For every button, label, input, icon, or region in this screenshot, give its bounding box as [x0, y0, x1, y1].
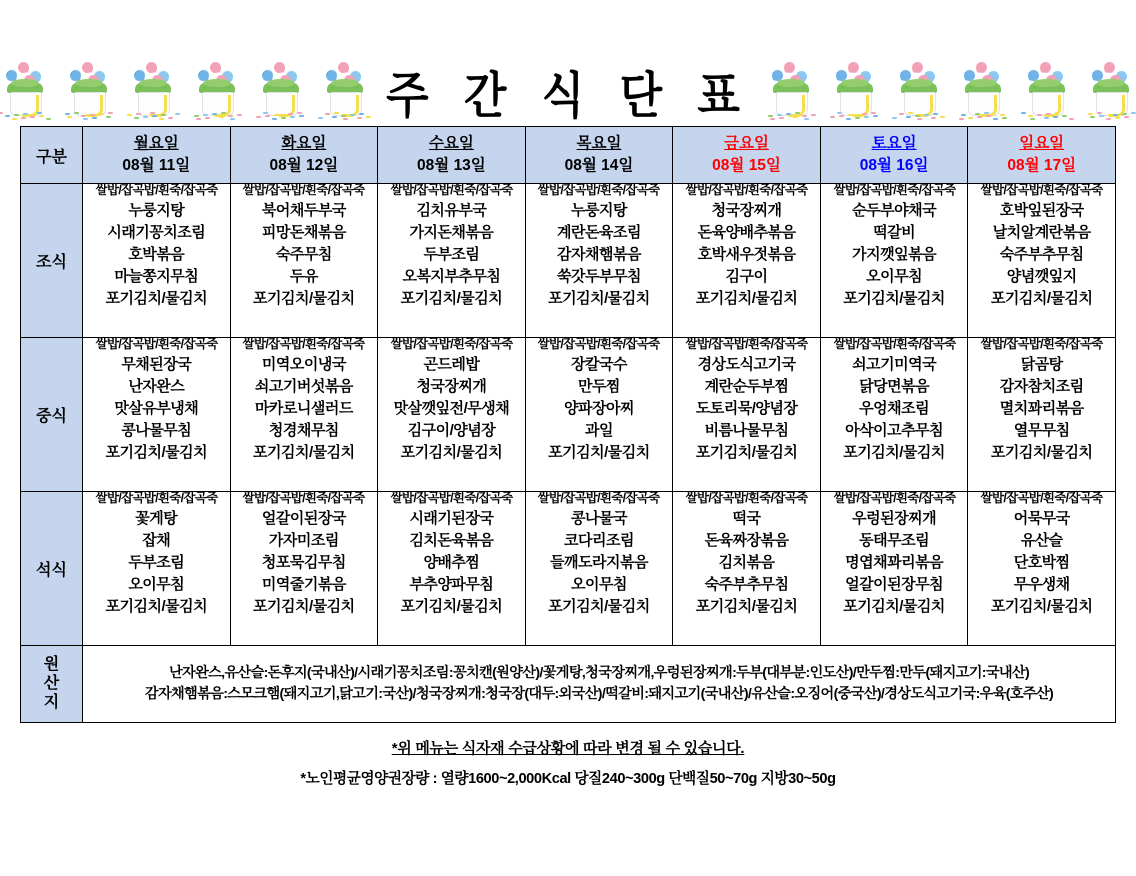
note-menu-change: *위 메뉴는 식자재 수급상황에 따라 변경 될 수 있습니다.	[391, 740, 745, 757]
dish-item: 돈육짜장볶음	[704, 531, 789, 549]
meal-cell	[968, 492, 1116, 646]
day-header-1	[83, 127, 231, 184]
dish-item: 포기김치/물김치	[253, 443, 355, 461]
table-body	[21, 184, 1116, 723]
dish-item: 우렁된장찌개	[852, 509, 937, 527]
meal-cell	[83, 338, 231, 492]
meal-label-3: 석식	[21, 492, 83, 646]
dish-item: 포기김치/물김치	[548, 289, 650, 307]
dish-item: 숙주무침	[275, 245, 332, 263]
origin-line: 감자채햄볶음:스모크햄(돼지고기,닭고기:국산)/청국장찌개:청국장(대두:외국산)/떡갈비:돼지고기(국내산)/유산슬:오징어(중국산)/경상도식고기국:우육(호주산)	[144, 686, 1054, 702]
dish-item: 두부조림	[423, 245, 480, 263]
dish-item: 포기김치/물김치	[105, 289, 208, 307]
dish-item: 열무무침	[1013, 421, 1070, 439]
meal-label-2: 중식	[21, 338, 83, 492]
dish-item: 청포묵김무침	[261, 553, 346, 571]
dish-item: 북어채두부국	[261, 201, 346, 219]
flower-pot-icon	[66, 62, 112, 120]
day-date: 08월 16일	[859, 156, 929, 174]
meal-cell	[378, 492, 526, 646]
dish-item: 명엽채꽈리볶음	[845, 553, 944, 571]
flower-pot-icon	[130, 62, 176, 120]
day-name: 금요일	[724, 135, 769, 153]
meal-row	[21, 492, 1116, 646]
header-row	[21, 127, 1116, 184]
day-name: 월요일	[133, 135, 179, 153]
flower-pot-icon	[1088, 62, 1134, 120]
dish-item: 도토리묵/양념장	[695, 399, 798, 417]
meal-cell	[378, 184, 526, 338]
day-date: 08월 13일	[417, 156, 486, 174]
dish-item: 쑥갓두부무침	[557, 267, 641, 285]
rice-options: 쌀밥/잡곡밥/흰죽/잡곡죽	[833, 491, 956, 505]
dish-item: 두유	[289, 267, 318, 285]
dish-item: 얼갈이된장국	[261, 509, 346, 527]
dish-item: 콩나물무침	[121, 421, 192, 439]
table-header	[21, 127, 1116, 184]
dish-item: 포기김치/물김치	[843, 289, 945, 307]
dish-item: 오이무침	[128, 575, 185, 593]
dish-item: 과일	[584, 421, 613, 439]
dish-item: 마카로니샐러드	[254, 399, 353, 417]
dish-item: 감자참치조림	[999, 377, 1084, 395]
origin-body	[83, 646, 1116, 723]
dish-item: 콩나물국	[571, 509, 627, 527]
dish-item: 누룽지탕	[128, 201, 185, 219]
dish-item: 호박잎된장국	[999, 201, 1084, 219]
dish-item: 어묵무국	[1013, 509, 1070, 527]
dish-item: 김치유부국	[416, 201, 487, 219]
rice-options: 쌀밥/잡곡밥/흰죽/잡곡죽	[538, 183, 660, 197]
dish-item: 포기김치/물김치	[253, 597, 355, 615]
dish-item: 김치볶음	[718, 553, 775, 571]
dish-item: 멸치꽈리볶음	[999, 399, 1084, 417]
day-header-4	[525, 127, 673, 184]
weekly-meal-plan-page	[0, 60, 1136, 876]
dish-item: 두부조림	[128, 553, 185, 571]
dish-item: 떡갈비	[873, 223, 916, 241]
dish-item: 동태무조림	[859, 531, 930, 549]
flower-pot-group-right	[768, 62, 1134, 120]
dish-item: 시래기된장국	[409, 509, 494, 527]
meal-cell	[83, 184, 231, 338]
dish-item: 포기김치/물김치	[990, 597, 1093, 615]
meal-cell	[673, 184, 821, 338]
dish-item: 포기김치/물김치	[105, 443, 208, 461]
meal-row	[21, 338, 1116, 492]
dish-item: 숙주부추무침	[999, 245, 1084, 263]
dish-item: 얼갈이된장무침	[845, 575, 944, 593]
flower-pot-icon	[896, 62, 942, 120]
day-date: 08월 15일	[712, 156, 781, 174]
origin-label-char: 산	[43, 675, 60, 693]
dish-item: 김구이/양념장	[407, 421, 496, 439]
rice-options: 쌀밥/잡곡밥/흰죽/잡곡죽	[538, 337, 660, 351]
meal-label-1: 조식	[21, 184, 83, 338]
dish-item: 닭곰탕	[1020, 355, 1063, 373]
day-header-3	[378, 127, 526, 184]
rice-options: 쌀밥/잡곡밥/흰죽/잡곡죽	[390, 183, 513, 197]
meal-cell	[820, 492, 968, 646]
dish-item: 마늘쫑지무침	[114, 267, 199, 285]
meal-cell	[230, 492, 378, 646]
dish-item: 포기김치/물김치	[843, 597, 945, 615]
dish-item: 코다리조림	[564, 531, 634, 549]
meal-cell	[230, 184, 378, 338]
dish-item: 호박볶음	[128, 245, 185, 263]
dish-item: 청경채무침	[268, 421, 339, 439]
dish-item: 가지깻잎볶음	[852, 245, 937, 263]
origin-line: 난자완스,유산슬:돈후지(국내산)/시래기꽁치조림:꽁치캔(원양산)/꽃게탕,청국장찌개,우렁된장찌개:두부(대부분:인도산)/만두찜:만두(돼지고기:국내산)	[168, 665, 1030, 682]
dish-item: 감자채햄볶음	[557, 245, 641, 263]
dish-item: 포기김치/물김치	[695, 289, 798, 307]
rice-options: 쌀밥/잡곡밥/흰죽/잡곡죽	[980, 491, 1103, 505]
meal-cell	[673, 338, 821, 492]
meal-cell	[83, 492, 231, 646]
dish-item: 계란순두부찜	[704, 377, 789, 395]
flower-pot-icon	[194, 62, 240, 120]
day-header-7	[968, 127, 1116, 184]
meal-cell	[378, 338, 526, 492]
dish-item: 장칼국수	[571, 355, 627, 373]
dish-item: 포기김치/물김치	[400, 597, 503, 615]
dish-item: 김구이	[725, 267, 768, 285]
flower-pot-icon	[832, 62, 878, 120]
meal-cell	[525, 492, 673, 646]
flower-pot-icon	[258, 62, 304, 120]
dish-item: 포기김치/물김치	[548, 443, 650, 461]
rice-options: 쌀밥/잡곡밥/흰죽/잡곡죽	[95, 183, 218, 197]
day-name: 토요일	[871, 135, 917, 153]
dish-item: 포기김치/물김치	[105, 597, 208, 615]
header-label-cell: 구분	[21, 127, 83, 184]
origin-label-char: 원	[43, 656, 60, 674]
dish-item: 돈육양배추볶음	[697, 223, 796, 241]
dish-item: 비름나물무침	[704, 421, 789, 439]
dish-item: 단호박찜	[1013, 553, 1070, 571]
dish-item: 청국장찌개	[711, 201, 782, 219]
meal-row	[21, 184, 1116, 338]
rice-options: 쌀밥/잡곡밥/흰죽/잡곡죽	[685, 491, 808, 505]
origin-label	[21, 646, 83, 723]
dish-item: 포기김치/물김치	[695, 443, 798, 461]
dish-item: 포기김치/물김치	[990, 443, 1093, 461]
dish-item: 경상도식고기국	[697, 355, 796, 373]
dish-item: 맛살깻잎전/무생채	[393, 399, 510, 417]
dish-item: 계란돈육조림	[557, 223, 641, 241]
dish-item: 맛살유부냉채	[114, 399, 199, 417]
rice-options: 쌀밥/잡곡밥/흰죽/잡곡죽	[242, 337, 365, 351]
meal-cell	[230, 338, 378, 492]
rice-options: 쌀밥/잡곡밥/흰죽/잡곡죽	[242, 491, 365, 505]
dish-item: 호박새우젓볶음	[697, 245, 796, 263]
day-header-6	[820, 127, 968, 184]
dish-item: 양념깻잎지	[1006, 267, 1077, 285]
dish-item: 양배추찜	[423, 553, 480, 571]
dish-item: 오복지부추무침	[402, 267, 501, 285]
dish-item: 만두찜	[577, 377, 620, 395]
dish-item: 들깨도라지볶음	[550, 553, 648, 571]
dish-item: 포기김치/물김치	[843, 443, 945, 461]
meal-cell	[673, 492, 821, 646]
flower-pot-icon	[322, 62, 368, 120]
rice-options: 쌀밥/잡곡밥/흰죽/잡곡죽	[980, 183, 1103, 197]
dish-item: 피망돈채볶음	[261, 223, 346, 241]
dish-item: 곤드레밥	[423, 355, 480, 373]
dish-item: 포기김치/물김치	[695, 597, 798, 615]
origin-row	[21, 646, 1116, 723]
rice-options: 쌀밥/잡곡밥/흰죽/잡곡죽	[390, 337, 513, 351]
dish-item: 오이무침	[571, 575, 627, 593]
page-title: 주 간 식 단 표	[386, 67, 750, 125]
meal-plan-table	[20, 126, 1116, 723]
dish-item: 쇠고기버섯볶음	[254, 377, 353, 395]
dish-item: 날치알계란볶음	[992, 223, 1091, 241]
day-name: 화요일	[281, 135, 327, 153]
flower-pot-group-left	[2, 62, 368, 120]
dish-item: 포기김치/물김치	[400, 443, 503, 461]
dish-item: 가지돈채볶음	[409, 223, 494, 241]
dish-item: 아삭이고추무침	[845, 421, 944, 439]
rice-options: 쌀밥/잡곡밥/흰죽/잡곡죽	[833, 183, 956, 197]
flower-pot-icon	[768, 62, 814, 120]
dish-item: 포기김치/물김치	[400, 289, 503, 307]
dish-item: 시래기꽁치조림	[107, 223, 206, 241]
meal-cell	[525, 184, 673, 338]
dish-item: 미역줄기볶음	[261, 575, 346, 593]
rice-options: 쌀밥/잡곡밥/흰죽/잡곡죽	[980, 337, 1103, 351]
origin-label-char: 지	[43, 693, 60, 711]
rice-options: 쌀밥/잡곡밥/흰죽/잡곡죽	[685, 337, 808, 351]
dish-item: 숙주부추무침	[704, 575, 789, 593]
day-date: 08월 12일	[269, 156, 339, 174]
meal-cell	[968, 338, 1116, 492]
rice-options: 쌀밥/잡곡밥/흰죽/잡곡죽	[95, 337, 218, 351]
dish-item: 포기김치/물김치	[253, 289, 355, 307]
footer-notes	[20, 737, 1116, 788]
day-date: 08월 11일	[122, 156, 191, 174]
dish-item: 미역오이냉국	[261, 355, 346, 373]
rice-options: 쌀밥/잡곡밥/흰죽/잡곡죽	[833, 337, 956, 351]
day-name: 목요일	[576, 135, 622, 153]
dish-item: 무우생채	[1013, 575, 1070, 593]
dish-item: 잡채	[142, 531, 171, 549]
dish-item: 꽃게탕	[135, 509, 178, 527]
meal-cell	[820, 184, 968, 338]
day-name: 수요일	[428, 135, 474, 153]
dish-item: 유산슬	[1020, 531, 1063, 549]
dish-item: 누룽지탕	[571, 201, 627, 219]
dish-item: 가자미조림	[268, 531, 339, 549]
day-date: 08월 17일	[1007, 156, 1077, 174]
day-name: 일요일	[1019, 135, 1065, 153]
dish-item: 순두부야채국	[852, 201, 937, 219]
day-header-2	[230, 127, 378, 184]
dish-item: 포기김치/물김치	[990, 289, 1093, 307]
meal-cell	[525, 338, 673, 492]
day-header-5	[673, 127, 821, 184]
flower-pot-icon	[1024, 62, 1070, 120]
dish-item: 양파장아찌	[564, 399, 634, 417]
dish-item: 부추양파무침	[409, 575, 494, 593]
rice-options: 쌀밥/잡곡밥/흰죽/잡곡죽	[538, 491, 660, 505]
rice-options: 쌀밥/잡곡밥/흰죽/잡곡죽	[242, 183, 365, 197]
day-date: 08월 14일	[564, 156, 634, 174]
title-banner	[20, 60, 1116, 125]
flower-pot-icon	[960, 62, 1006, 120]
dish-item: 쇠고기미역국	[852, 355, 937, 373]
flower-pot-icon	[2, 62, 48, 120]
dish-item: 떡국	[732, 509, 761, 527]
rice-options: 쌀밥/잡곡밥/흰죽/잡곡죽	[685, 183, 808, 197]
meal-cell	[820, 338, 968, 492]
rice-options: 쌀밥/잡곡밥/흰죽/잡곡죽	[95, 491, 218, 505]
dish-item: 우엉채조림	[859, 399, 930, 417]
meal-cell	[968, 184, 1116, 338]
dish-item: 청국장찌개	[416, 377, 487, 395]
note-nutrition: *노인평균영양권장량 : 열량1600~2,000Kcal 당질240~300g 단백질50~70g 지방30~50g	[300, 771, 836, 787]
dish-item: 난자완스	[128, 377, 185, 395]
dish-item: 무채된장국	[121, 355, 192, 373]
dish-item: 포기김치/물김치	[548, 597, 650, 615]
dish-item: 김치돈육볶음	[409, 531, 494, 549]
rice-options: 쌀밥/잡곡밥/흰죽/잡곡죽	[390, 491, 513, 505]
dish-item: 닭당면볶음	[859, 377, 930, 395]
dish-item: 오이무침	[866, 267, 923, 285]
